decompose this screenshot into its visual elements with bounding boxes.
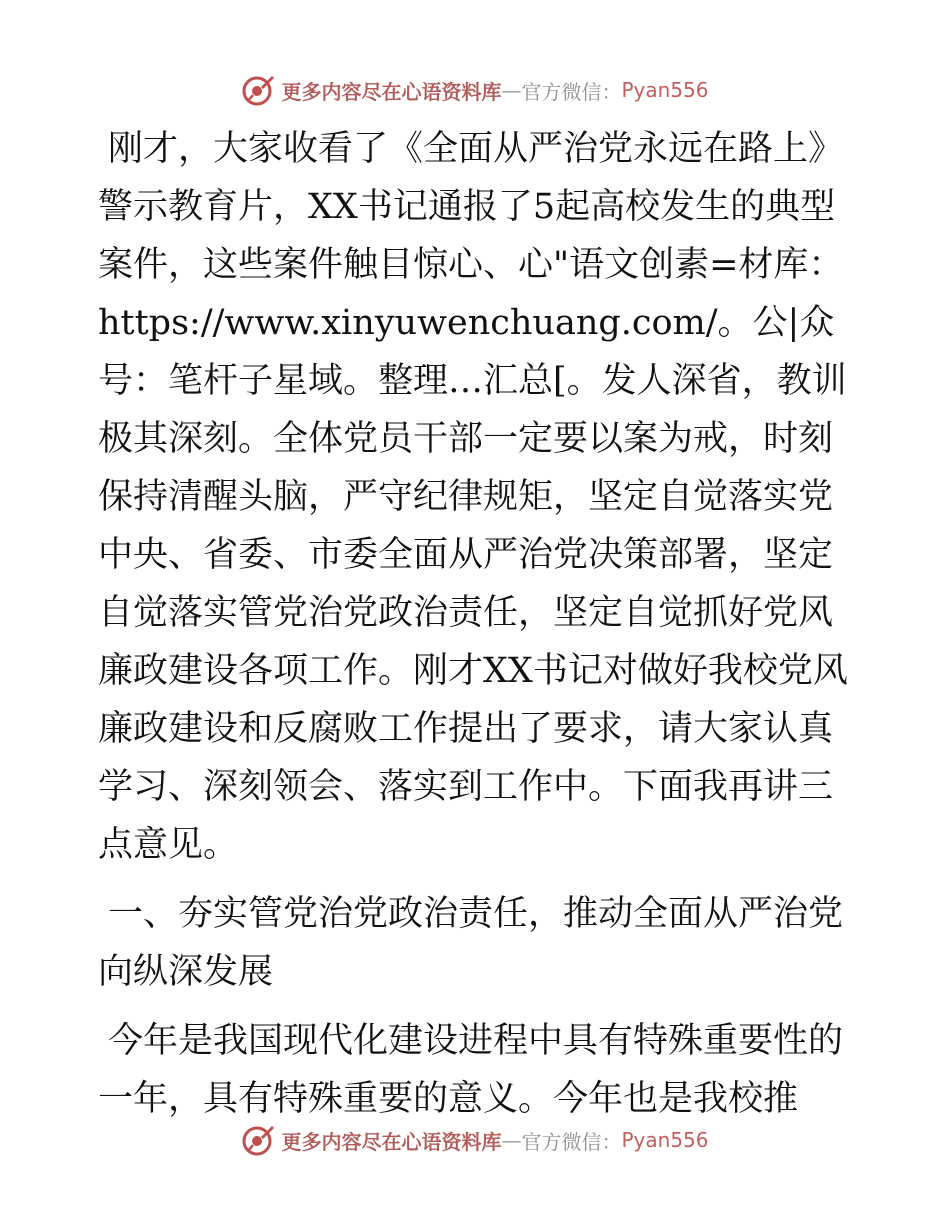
watermark-separator: — xyxy=(501,1128,522,1152)
watermark-text: 更多内容尽在心语资料库 xyxy=(281,79,502,104)
footer-watermark xyxy=(0,1118,950,1162)
watermark-wechat-label: 官方微信： xyxy=(521,1129,622,1154)
brush-logo-icon xyxy=(241,73,275,107)
header-watermark xyxy=(0,68,950,112)
paragraph: 今年是我国现代化建设进程中具有特殊重要性的一年，具有特殊重要的意义。今年也是我校推 xyxy=(98,1021,844,1119)
watermark-text: 更多内容尽在心语资料库 xyxy=(281,1129,502,1154)
watermark-separator: — xyxy=(501,78,522,102)
brush-logo-icon xyxy=(241,1123,275,1157)
watermark-wechat-id: Pyan556 xyxy=(621,1128,709,1152)
watermark-wechat-id: Pyan556 xyxy=(621,78,709,102)
paragraph: 刚才，大家收看了《全面从严治党永远在路上》警示教育片，XX书记通报了5起高校发生的典型案件，这些案件触目惊心、心"语文创素=材库：https://www.xinyuwenchuang.com/。公|众号：笔杆子星域。整理…汇总[。发人深省，教训极其深刻。全体党员干部一定要以案为戒，时刻保持清醒头脑，严守纪律规矩，坚定自觉落实党中央、省委、市委全面从严治党决策部署，坚定自觉落实管党治党政治责任，坚定自觉抓好党风廉政建设各项工作。刚才XX书记对做好我校党风廉政建设和反腐败工作提出了要求，请大家认真学习、深刻领会、落实到工作中。下面我再讲三点意见。 xyxy=(98,129,848,865)
watermark-wechat-label: 官方微信： xyxy=(521,79,622,104)
document-body xyxy=(98,120,858,1139)
section-heading: 一、夯实管党治党政治责任，推动全面从严治党向纵深发展 xyxy=(98,894,844,992)
